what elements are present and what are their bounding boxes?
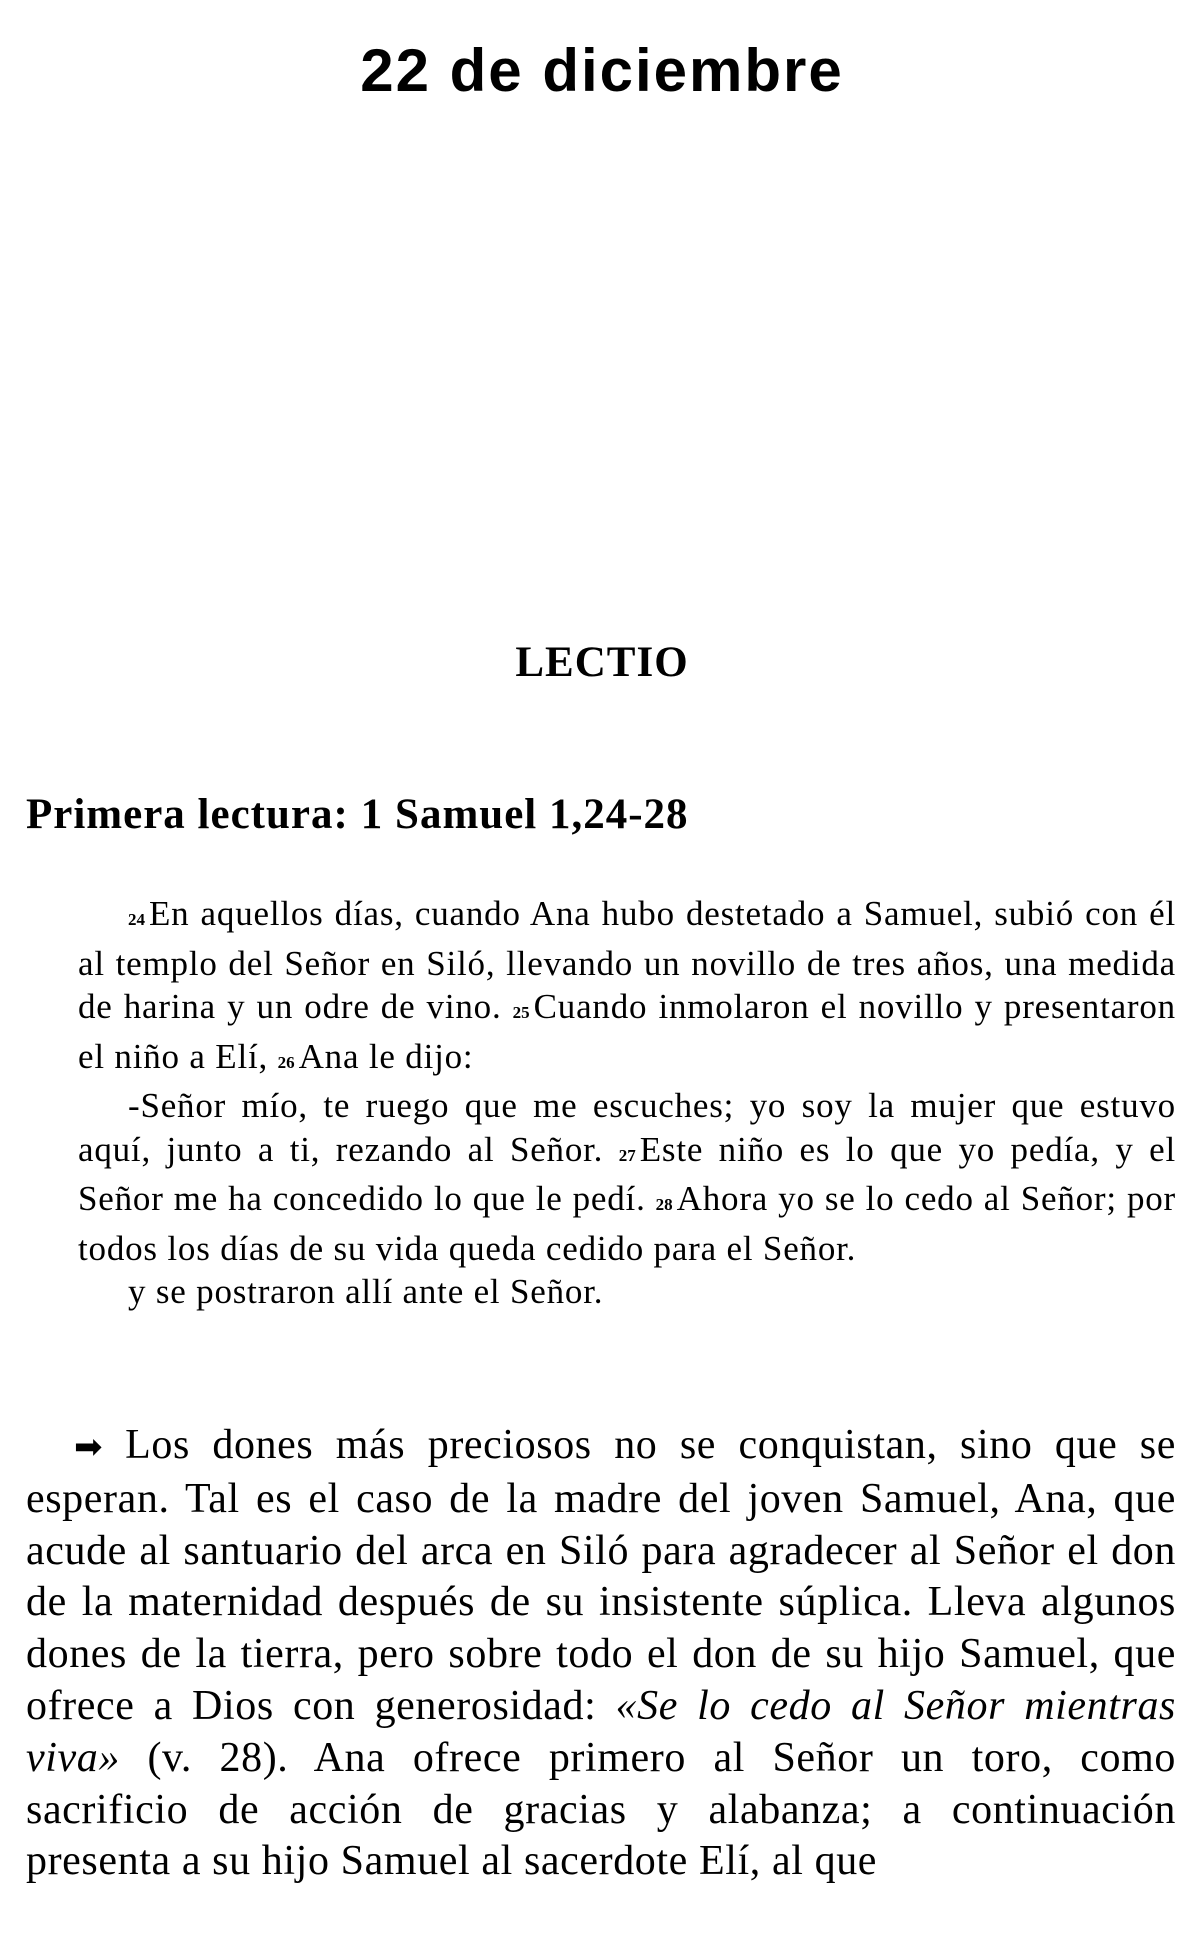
commentary-intro: Los dones más preciosos no se conquistan, sino que se esperan. Tal es el caso de la madre del joven Samuel, Ana, que acude al santuario del arca en Siló para agradecer al Señor el don de la maternidad después de su insistente súplica. Lleva algunos dones de la tierra, pero sobre todo el don de su hijo Samuel, que ofrece a Dios con generosidad: [26,1422,1176,1729]
verse-number: 25 [512,1003,530,1022]
reading-reference: 1 Samuel 1,24-28 [360,791,689,838]
verse-number: 24 [128,910,145,929]
verse-text: y se postraron allí ante el Señor. [128,1272,604,1311]
verse-number: 27 [618,1145,636,1165]
verse-text: -Señor mío, te ruego que me escuches; yo soy la mujer que estuvo aquí, junto a ti, rezando al Señor. [78,1086,1176,1169]
verse-text: En aquellos días, cuando Ana hubo destetado a Samuel, subió con él al templo del Señor en Siló, llevando un novillo de tres años, una medida de harina y un odre de vino. [78,894,1176,1026]
commentary-quote: «Se lo cedo al Señor mientras viva» [26,1682,1177,1781]
verse-text: Este niño es lo que yo pedía, y el Señor me ha concedido lo que le pedí. [78,1129,1177,1218]
verse-text: Cuando inmolaron el novillo y presentaron el niño a Elí, [78,987,1176,1076]
section-heading-lectio: LECTIO [515,639,689,686]
verse-text: Ana le dijo: [298,1036,474,1076]
scripture-paragraph [78,1270,1176,1314]
verse-number: 26 [277,1052,295,1072]
scripture-passage [78,892,1176,1314]
scripture-paragraph [78,892,1176,1084]
scripture-paragraph [78,1084,1176,1270]
reading-label: Primera lectura: [26,791,349,838]
reading-title [26,790,689,839]
commentary-paragraph [26,1420,1176,1888]
page-date-title: 22 de diciembre [360,37,844,104]
verse-number: 28 [655,1195,673,1214]
arrow-right-icon: ➡ [74,1427,104,1467]
verse-text: Ahora yo se lo cedo al Señor; por todos los días de su vida queda cedido para el Señor. [78,1179,1176,1268]
commentary-continuation: (v. 28). Ana ofrece primero al Señor un toro, como sacrificio de acción de gracias y alabanza; a continuación presenta a su hijo Samuel al sacerdote Elí, al que [26,1734,1176,1885]
